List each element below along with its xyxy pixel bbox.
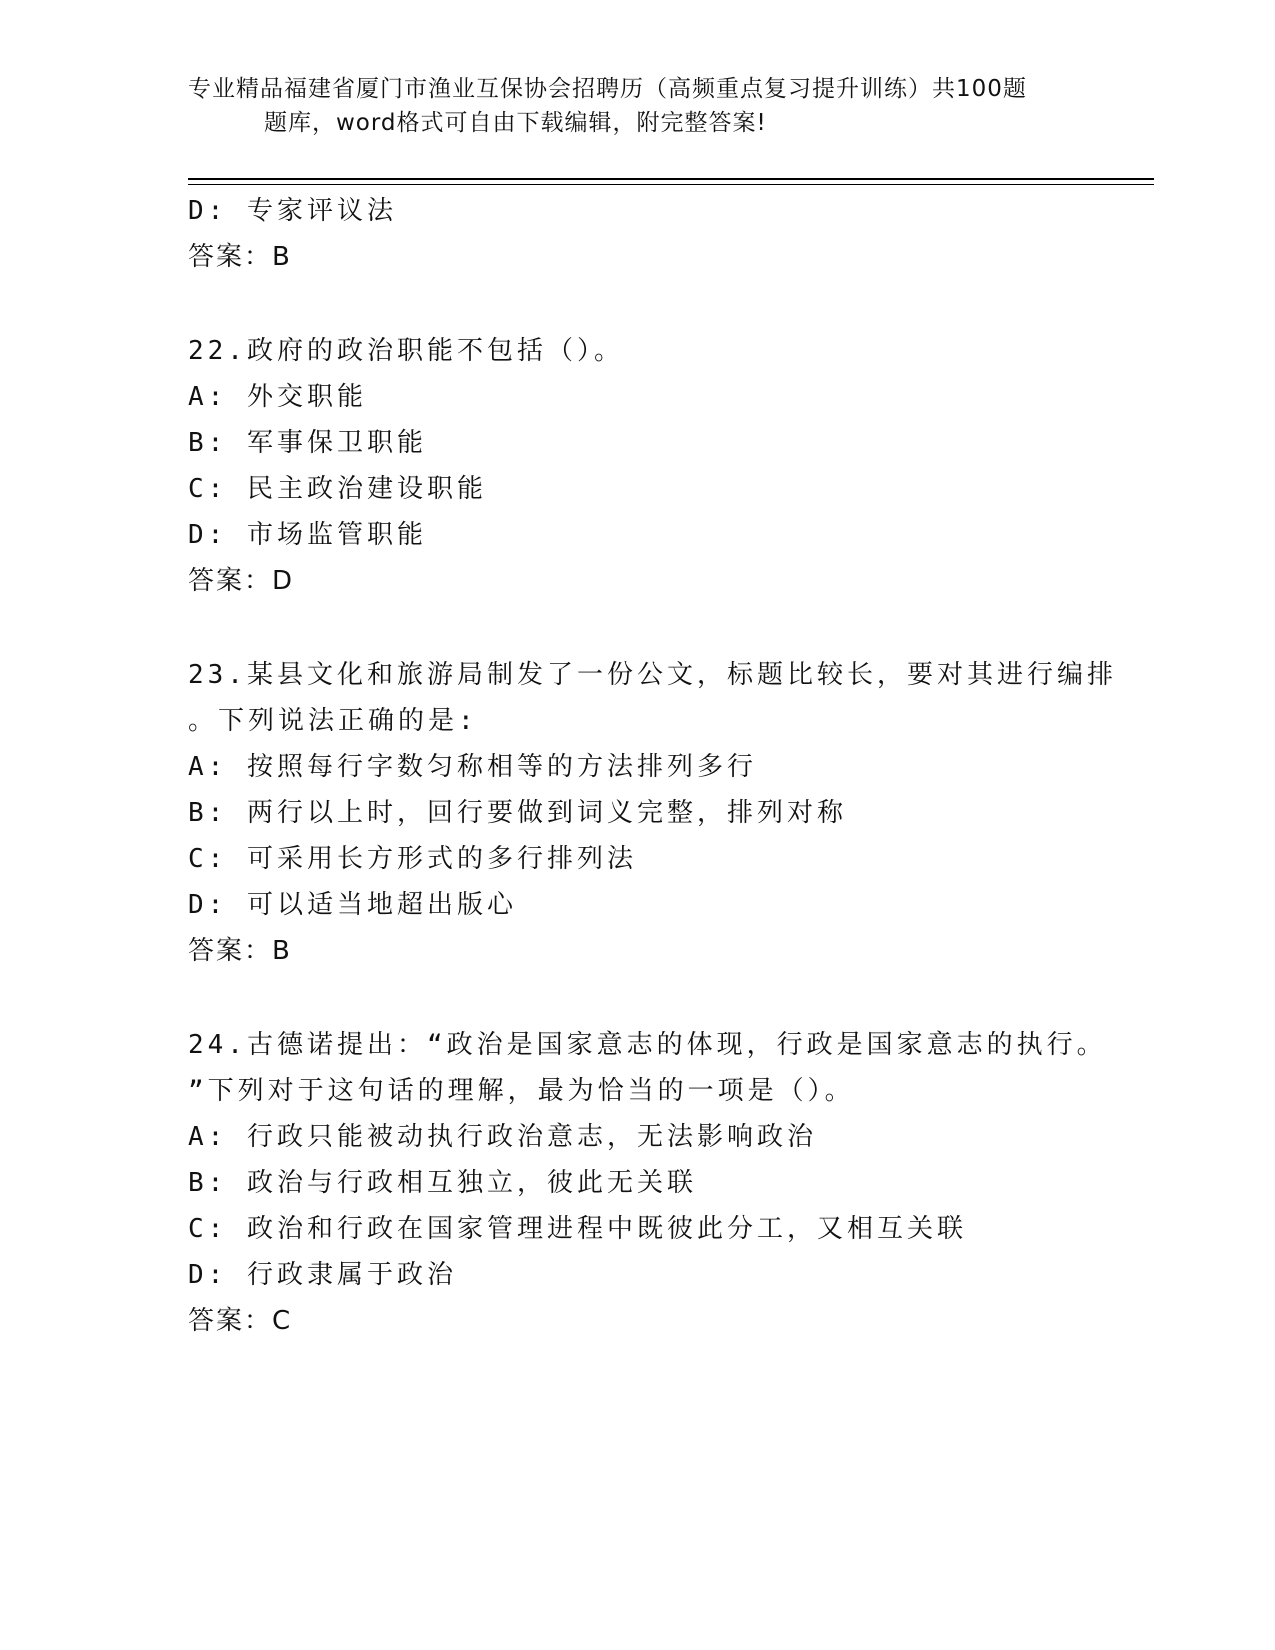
document-header (188, 72, 1088, 140)
header-title-line-2: 题库，word格式可自由下载编辑，附完整答案! (264, 110, 767, 136)
option-c: C: 可采用长方形式的多行排列法 (188, 844, 637, 874)
question-stem-continued: 。下列说法正确的是: (188, 706, 478, 736)
question-stem: 22.政府的政治职能不包括（）。 (188, 336, 624, 366)
option-a: A: 按照每行字数匀称相等的方法排列多行 (188, 752, 757, 782)
spacer (188, 280, 1148, 328)
spacer (188, 604, 1148, 652)
option-b: B: 两行以上时，回行要做到词义完整，排列对称 (188, 798, 847, 828)
header-title-line-1: 专业精品福建省厦门市渔业互保协会招聘历（高频重点复习提升训练）共100题 (188, 76, 1027, 102)
question-block (188, 1022, 1148, 1344)
option-d: D: 市场监管职能 (188, 520, 427, 550)
answer: 答案：D (188, 566, 295, 596)
spacer (188, 974, 1148, 1022)
answer: 答案：B (188, 242, 292, 272)
option-a: A: 行政只能被动执行政治意志，无法影响政治 (188, 1122, 817, 1152)
question-block (188, 328, 1148, 604)
option-c: C: 民主政治建设职能 (188, 474, 487, 504)
option-c: C: 政治和行政在国家管理进程中既彼此分工，又相互关联 (188, 1214, 967, 1244)
question-stem: 23.某县文化和旅游局制发了一份公文，标题比较长，要对其进行编排 (188, 660, 1117, 690)
question-block (188, 652, 1148, 974)
question-stem: 24.古德诺提出：“政治是国家意志的体现，行政是国家意志的执行。 (188, 1030, 1107, 1060)
option-a: A: 外交职能 (188, 382, 367, 412)
question-list (188, 188, 1148, 1344)
option-d: D: 可以适当地超出版心 (188, 890, 517, 920)
option-d: D: 专家评议法 (188, 196, 397, 226)
answer: 答案：C (188, 1306, 293, 1336)
header-divider-thin (188, 184, 1154, 185)
option-b: B: 政治与行政相互独立，彼此无关联 (188, 1168, 697, 1198)
question-stem-continued: ”下列对于这句话的理解，最为恰当的一项是（）。 (188, 1076, 855, 1106)
answer: 答案：B (188, 936, 292, 966)
option-b: B: 军事保卫职能 (188, 428, 427, 458)
header-divider-thick (188, 178, 1154, 180)
option-d: D: 行政隶属于政治 (188, 1260, 457, 1290)
